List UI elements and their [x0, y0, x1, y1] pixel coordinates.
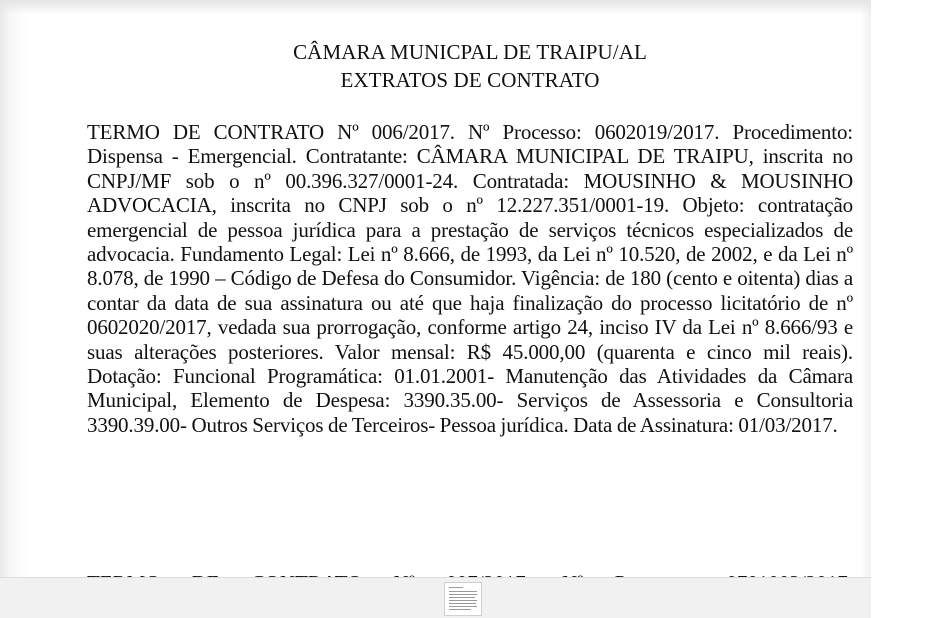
thumbnail-line: [449, 594, 477, 595]
page-top-shadow: [0, 0, 871, 14]
thumbnail-line: [449, 606, 477, 607]
thumbnail-line: [449, 597, 475, 598]
thumbnail-line: [449, 603, 476, 604]
thumbnail-line: [449, 609, 471, 610]
contract-extract-paragraph: TERMO DE CONTRATO Nº 006/2017. Nº Processo: 0602019/2017. Procedimento: Dispensa - Emergencial. Contratante: CÂMARA MUNICIPAL DE TRAIPU, inscrita no CNPJ/MF sob o nº 00.396.327/0001-24. Contratada: MOUSINHO & MOUSINHO ADVOCACIA, inscrita no CNPJ sob o nº 12.227.351/0001-19. Objeto: contratação emergencial de pessoa jurídica para a prestação de serviços técnicos especializados de advocacia. Fundamento Legal: Lei nº 8.666, de 1993, da Lei nº 10.520, de 2002, e da Lei nº 8.078, de 1990 – Código de Defesa do Consumidor. Vigência: de 180 (cento e oitenta) dias a contar da data de sua assinatura ou até que haja finalização do processo licitatório de nº 0602020/2017, vedada sua prorrogação, conforme artigo 24, inciso IV da Lei nº 8.666/93 e suas alterações posteriores. Valor mensal: R$ 45.000,00 (quarenta e cinco mil reais). Dotação: Funcional Programática: 01.01.2001- Manutenção das Atividades da Câmara Municipal, Elemento de Despesa: 3390.35.00- Serviços de Assessoria e Consultoria 3390.39.00- Outros Serviços de Terceiros- Pessoa jurídica. Data de Assinatura: 01/03/2017.: [87, 120, 853, 437]
thumbnail-line: [449, 591, 477, 592]
thumbnail-line: [449, 600, 477, 601]
page-thumbnail-bar: [0, 577, 871, 618]
page-thumbnail[interactable]: [444, 582, 482, 616]
thumbnail-line: [449, 587, 463, 588]
document-subtitle: EXTRATOS DE CONTRATO: [340, 68, 600, 92]
document-title: CÂMARA MUNICPAL DE TRAIPU/AL: [293, 40, 647, 64]
